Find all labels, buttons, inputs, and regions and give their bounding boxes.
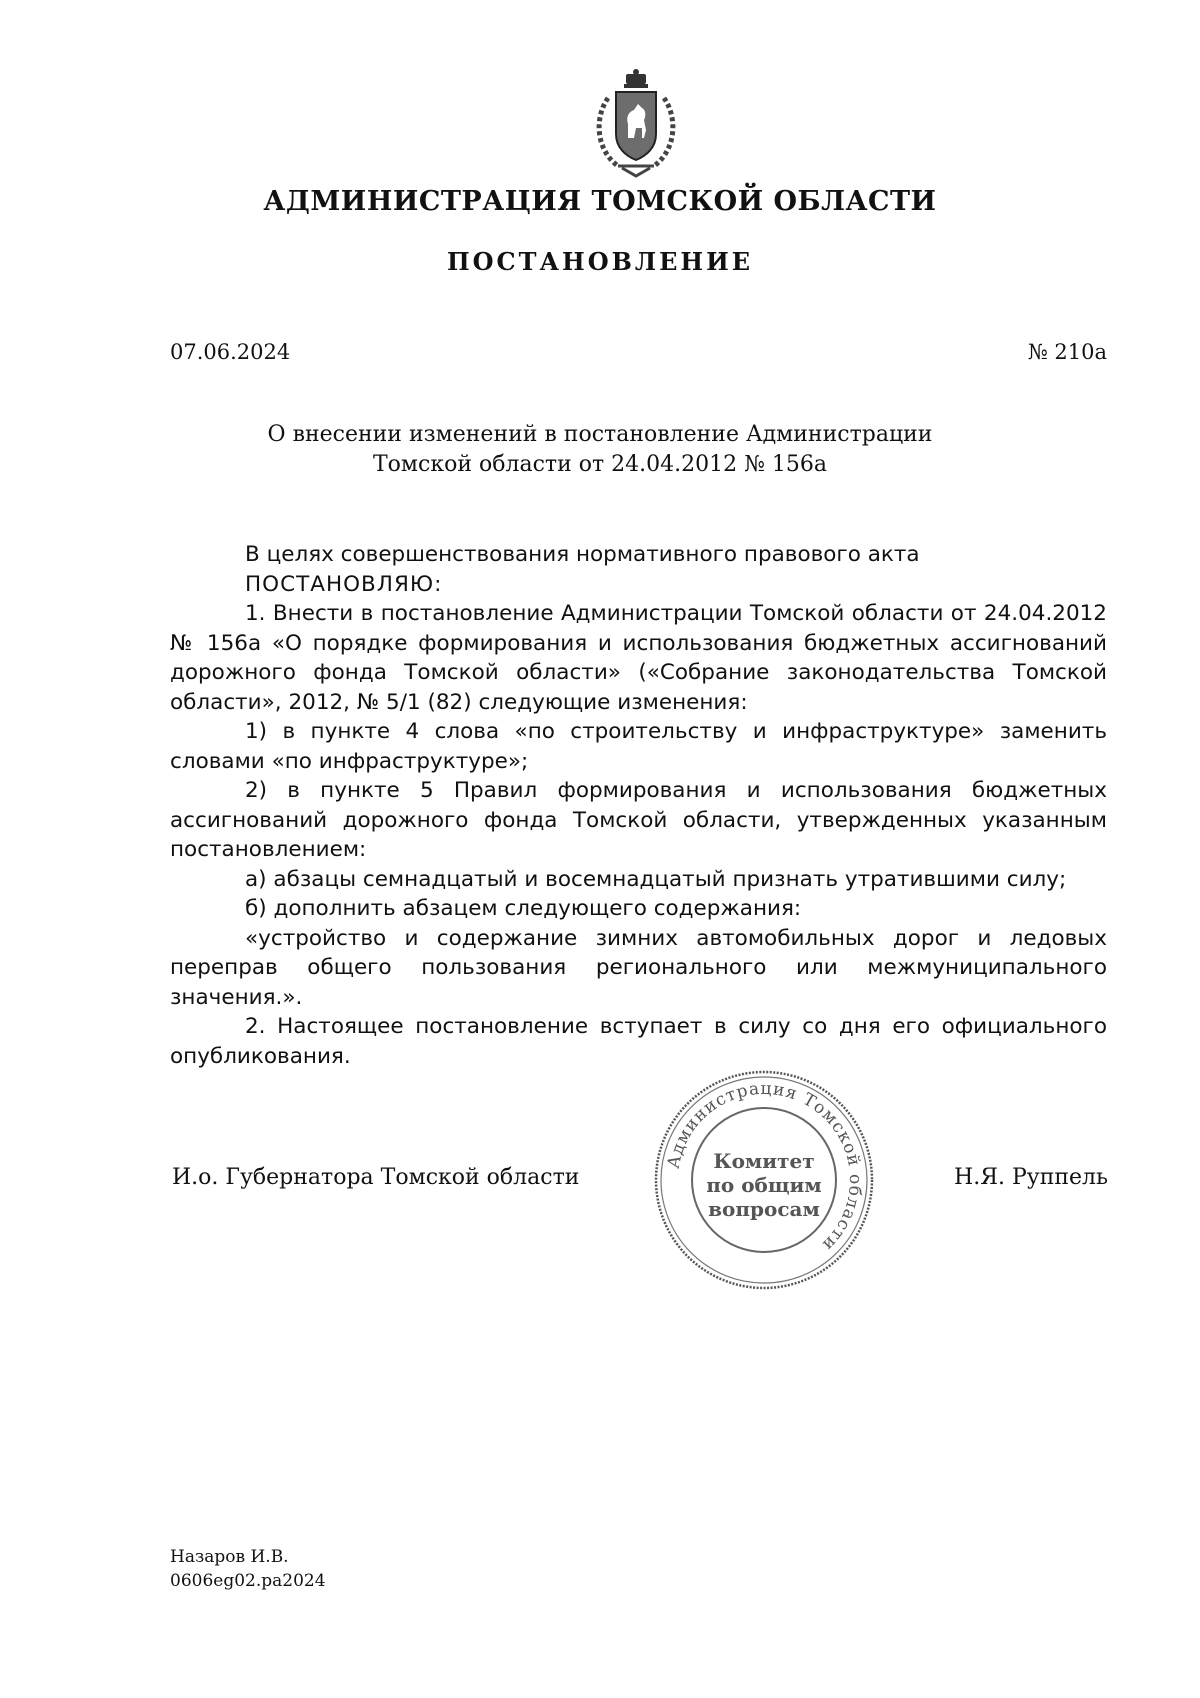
body-preamble: В целях совершенствования нормативного правового акта <box>245 542 920 567</box>
body-subitem-2: 2) в пункте 5 Правил формирования и использования бюджетных ассигнований дорожного фонда Томской области, утвержденных указанным постановлением: <box>170 778 1107 862</box>
signatory-name: Н.Я. Руппель <box>954 1165 1108 1190</box>
document-number: № 210а <box>1027 340 1107 364</box>
coat-of-arms-emblem <box>588 68 684 180</box>
stamp-line-2: по общим <box>706 1173 822 1197</box>
executor-file-code: 0606eg02.pa2024 <box>170 1571 326 1591</box>
official-stamp <box>652 1068 876 1292</box>
body-subitem-2a: а) абзацы семнадцатый и восемнадцатый признать утратившими силу; <box>245 866 1067 892</box>
body-item-2: 2. Настоящее постановление вступает в силу со дня его официального опубликования. <box>170 1014 1107 1069</box>
document-subject <box>250 420 950 480</box>
body-quoted-paragraph: «устройство и содержание зимних автомобильных дорог и ледовых переправ общего пользования регионального или межмуниципального значения.». <box>170 925 1107 1010</box>
document-body <box>170 540 1107 1071</box>
document-type-title: ПОСТАНОВЛЕНИЕ <box>446 247 754 276</box>
coat-of-arms-icon <box>588 68 684 180</box>
stamp-ring-text: Администрация Томской области <box>663 1078 866 1256</box>
signatory-position: И.о. Губернатора Томской области <box>172 1165 580 1190</box>
body-item-1: 1. Внести в постановление Администрации Томской области от 24.04.2012 № 156а «О порядке формирования и использования бюджетных ассигнований дорожного фонда Томской области» («Собрание законодательства Томской области», 2012, № 5/1 (82) следующие изменения: <box>170 601 1107 715</box>
subject-line-1: О внесении изменений в постановление Администрации <box>267 422 933 447</box>
executor-block <box>170 1545 326 1593</box>
body-subitem-1: 1) в пункте 4 слова «по строительству и инфраструктуре» заменить словами «по инфраструктуре»; <box>170 719 1107 774</box>
stamp-line-1: Комитет <box>713 1149 815 1173</box>
stamp-seal-icon <box>652 1068 876 1292</box>
executor-name: Назаров И.В. <box>170 1547 289 1567</box>
body-resolve-word: ПОСТАНОВЛЯЮ: <box>245 571 443 597</box>
subject-line-2: Томской области от 24.04.2012 № 156а <box>372 452 828 477</box>
stamp-line-3: вопросам <box>708 1197 820 1221</box>
body-subitem-2b: б) дополнить абзацем следующего содержания: <box>245 896 802 921</box>
document-date: 07.06.2024 <box>170 340 291 364</box>
organization-title: АДМИНИСТРАЦИЯ ТОМСКОЙ ОБЛАСТИ <box>263 186 937 217</box>
